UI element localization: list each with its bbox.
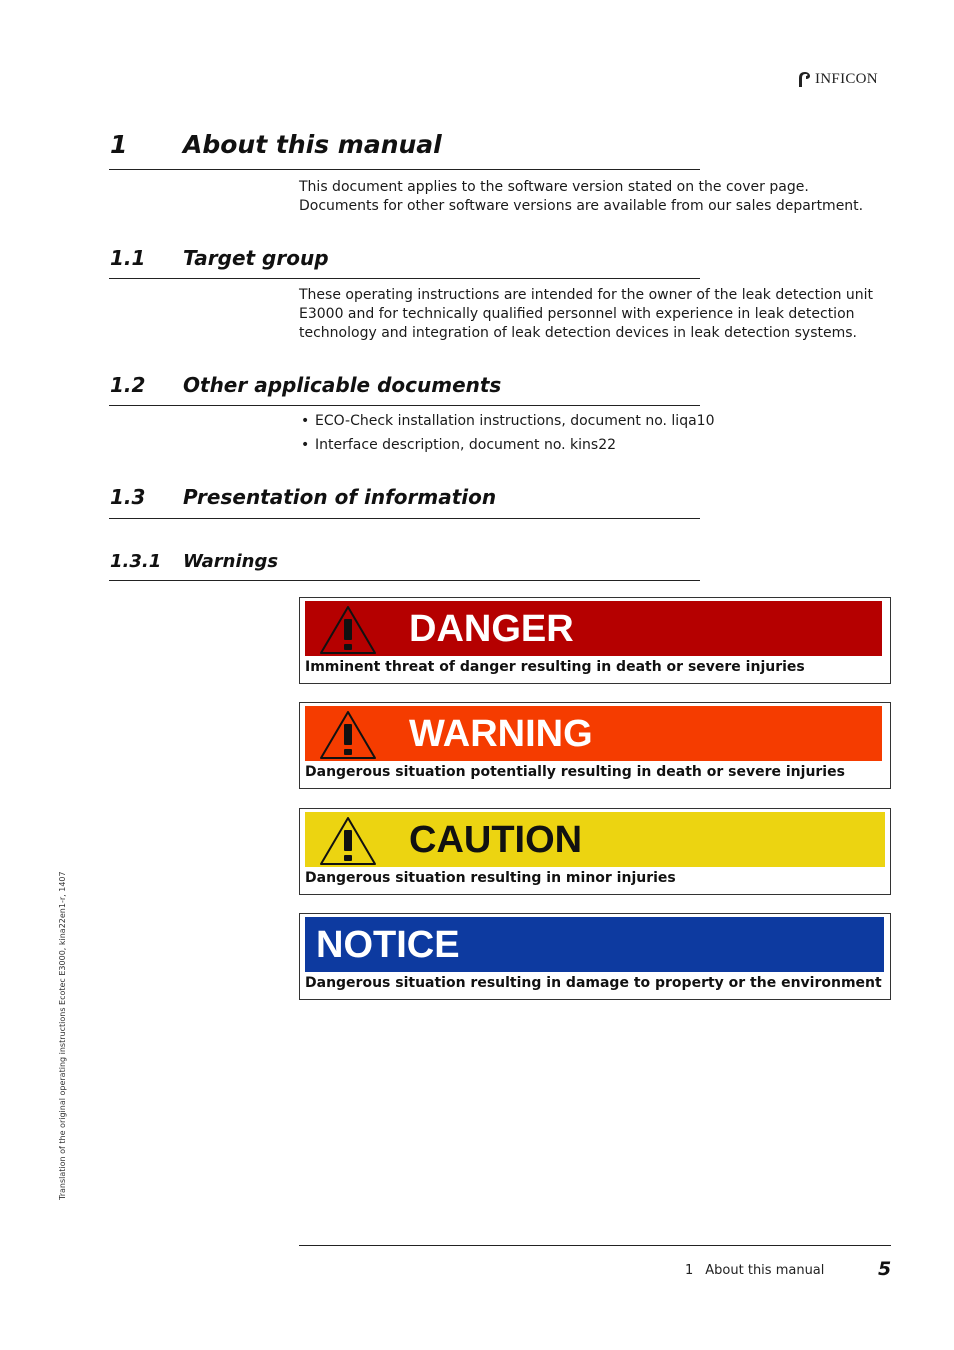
caution-label — [299, 808, 891, 895]
heading-rule — [109, 169, 700, 170]
list-item: • Interface description, document no. kins22 — [299, 436, 891, 455]
danger-label — [299, 597, 891, 684]
heading-rule — [109, 518, 700, 519]
caution-banner — [305, 812, 885, 867]
warning-triangle-icon — [318, 709, 378, 761]
subsection-title: Warnings — [183, 551, 279, 572]
warning-triangle-icon — [318, 604, 378, 656]
section-heading-target-group — [110, 246, 700, 272]
footer-chapter-title: About this manual — [705, 1263, 825, 1278]
inficon-logo-icon — [796, 70, 812, 88]
danger-description: Imminent threat of danger resulting in death or severe injuries — [305, 659, 805, 675]
section-heading-presentation — [110, 485, 700, 511]
section-title: Other applicable documents — [183, 373, 502, 397]
notice-label — [299, 913, 891, 1000]
warning-description: Dangerous situation potentially resulting in death or severe injuries — [305, 764, 845, 780]
heading-rule — [109, 405, 700, 406]
heading-rule — [109, 580, 700, 581]
danger-signal-word: DANGER — [409, 608, 574, 650]
footer-chapter-reference — [685, 1263, 824, 1278]
document-reference-note: Translation of the original operating instructions Ecotec E3000, kina22en1-r, 1407 — [58, 871, 67, 1200]
section-number: 1.1 — [110, 246, 146, 270]
subsection-number: 1.3.1 — [110, 551, 162, 572]
warning-banner — [305, 706, 882, 761]
caution-signal-word: CAUTION — [409, 819, 583, 861]
notice-description: Dangerous situation resulting in damage to property or the environment — [305, 975, 882, 991]
footer-rule — [299, 1245, 891, 1246]
notice-banner — [305, 917, 884, 972]
section-title: Presentation of information — [183, 485, 497, 509]
danger-banner — [305, 601, 882, 656]
warning-triangle-icon — [318, 815, 378, 867]
subsection-heading-warnings — [110, 551, 700, 575]
section-number: 1.2 — [110, 373, 146, 397]
heading-rule — [109, 278, 700, 279]
caution-description: Dangerous situation resulting in minor injuries — [305, 870, 676, 886]
brand-name: INFICON — [815, 70, 878, 87]
footer-chapter-number: 1 — [685, 1263, 694, 1278]
chapter-number: 1 — [110, 130, 128, 159]
chapter-title: About this manual — [183, 130, 442, 159]
section-heading-other-docs — [110, 373, 700, 399]
documents-list — [299, 412, 891, 460]
page-number: 5 — [878, 1258, 892, 1280]
list-item: • ECO-Check installation instructions, document no. liqa10 — [299, 412, 891, 431]
section-number: 1.3 — [110, 485, 146, 509]
warning-signal-word: WARNING — [409, 713, 593, 755]
inficon-logo — [796, 70, 878, 88]
section-title: Target group — [183, 246, 329, 270]
chapter-intro: This document applies to the software version stated on the cover page. Documents for other software versions are available from our sales department. — [299, 179, 864, 214]
chapter-heading — [110, 130, 700, 162]
warning-label — [299, 702, 891, 789]
target-group-body: These operating instructions are intended for the owner of the leak detection unit E3000 and for technically qualified personnel with experience in leak detection technology and integration of leak detection devices in leak detection systems. — [299, 287, 874, 341]
notice-signal-word: NOTICE — [316, 924, 460, 966]
